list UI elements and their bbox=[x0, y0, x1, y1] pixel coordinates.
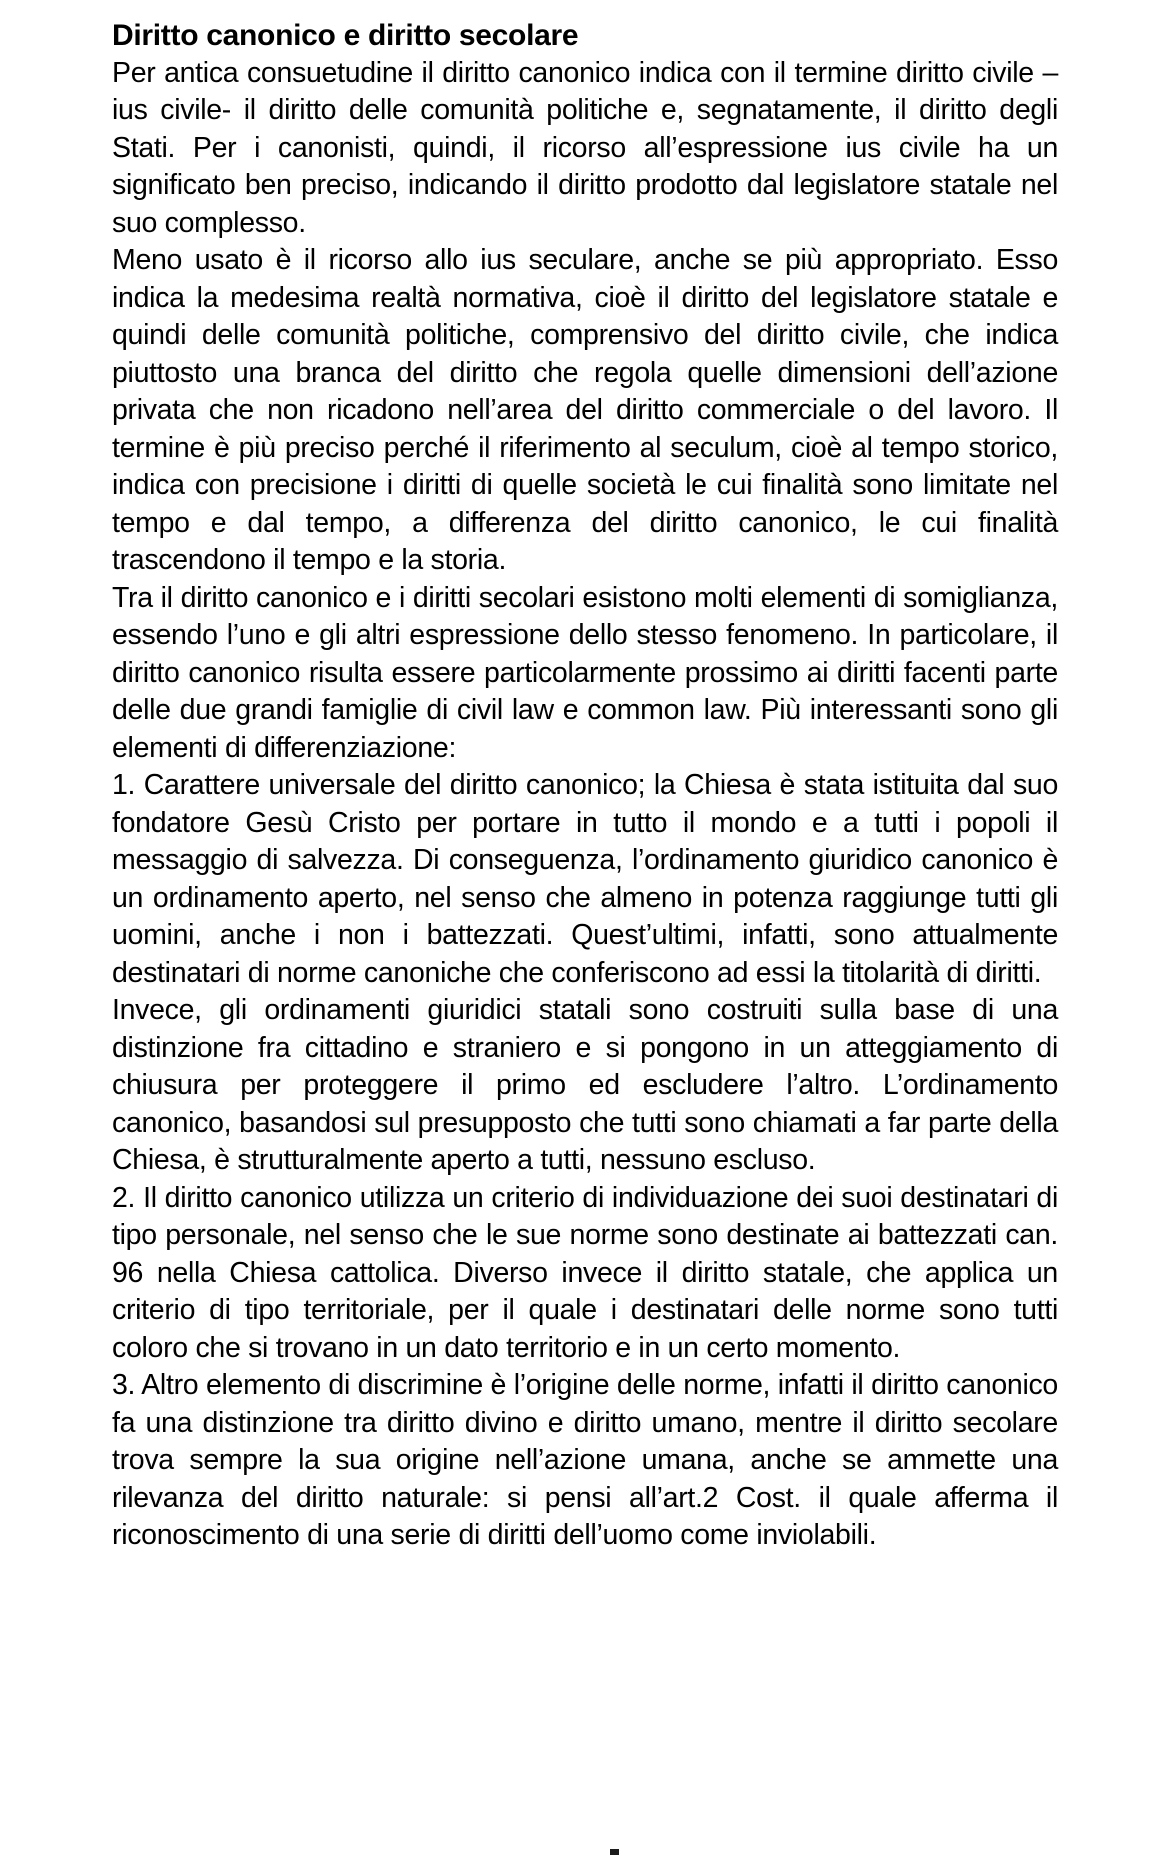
paragraph-ordinamenti-statali: Invece, gli ordinamenti giuridici statali sono costruiti sulla base di una distinzione fra cittadino e straniero e si pongono in un atteggiamento di chiusura per proteggere il primo ed escludere l’altro. L’ordinamento canonico, basandosi sul presupposto che tutti sono chiamati a far parte della Chiesa, è strutturalmente aperto a tutti, nessuno escluso. bbox=[112, 994, 1058, 1176]
paragraph-ius-seculare: Meno usato è il ricorso allo ius seculare, anche se più appropriato. Esso indica la medesima realtà normativa, cioè il diritto del legislatore statale e quindi delle comunità politiche, comprensivo del diritto civile, che indica piuttosto una branca del diritto che regola quelle dimensioni dell’azione privata che non ricadono nell’area del diritto commerciale o del lavoro. Il termine è più preciso perché il riferimento al seculum, cioè al tempo storico, indica con precisione i diritti di quelle società le cui finalità sono limitate nel tempo e dal tempo, a differenza del diritto canonico, le cui finalità trascendono il tempo e la storia. bbox=[112, 244, 1058, 576]
document-title: Diritto canonico e diritto secolare bbox=[112, 19, 579, 52]
paragraph-point-2-criterio-personale: 2. Il diritto canonico utilizza un criterio di individuazione dei suoi destinatari di tipo personale, nel senso che le sue norme sono destinate ai battezzati can. 96 nella Chiesa cattolica. Diverso invece il diritto statale, che applica un criterio di tipo territoriale, per il quale i destinatari delle norme sono tutti coloro che si trovano in un dato territorio e in un certo momento. bbox=[112, 1181, 1058, 1364]
paragraph-somiglianza-differenziazione: Tra il diritto canonico e i diritti secolari esistono molti elementi di somiglianza, essendo l’uno e gli altri espressione dello stesso fenomeno. In particolare, il diritto canonico risulta essere particolarmente prossimo ai diritti facenti parte delle due grandi famiglie di civil law e common law. Più interessanti sono gli elementi di differenziazione: bbox=[112, 581, 1058, 764]
clipped-next-line-fragment bbox=[610, 1849, 619, 1855]
document-content bbox=[112, 17, 1058, 1555]
paragraph-point-1-carattere-universale: 1. Carattere universale del diritto canonico; la Chiesa è stata istituita dal suo fondatore Gesù Cristo per portare in tutto il mondo e a tutti i popoli il messaggio di salvezza. Di conseguenza, l’ordinamento giuridico canonico è un ordinamento aperto, nel senso che almeno in potenza raggiunge tutti gli uomini, anche i non i battezzati. Quest’ultimi, infatti, sono attualmente destinatari di norme canoniche che conferiscono ad essi la titolarità di diritti. bbox=[112, 769, 1058, 989]
paragraph-intro-ius-civile: Per antica consuetudine il diritto canonico indica con il termine diritto civile – ius civile- il diritto delle comunità politiche e, segnatamente, il diritto degli Stati. Per i canonisti, quindi, il ricorso all’espressione ius civile ha un significato ben preciso, indicando il diritto prodotto dal legislatore statale nel suo complesso. bbox=[112, 56, 1058, 239]
paragraph-point-3-origine-norme: 3. Altro elemento di discrimine è l’origine delle norme, infatti il diritto canonico fa una distinzione tra diritto divino e diritto umano, mentre il diritto secolare trova sempre la sua origine nell’azione umana, anche se ammette una rilevanza del diritto naturale: si pensi all’art.2 Cost. il quale afferma il riconoscimento di una serie di diritti dell’uomo come inviolabili. bbox=[112, 1369, 1058, 1551]
